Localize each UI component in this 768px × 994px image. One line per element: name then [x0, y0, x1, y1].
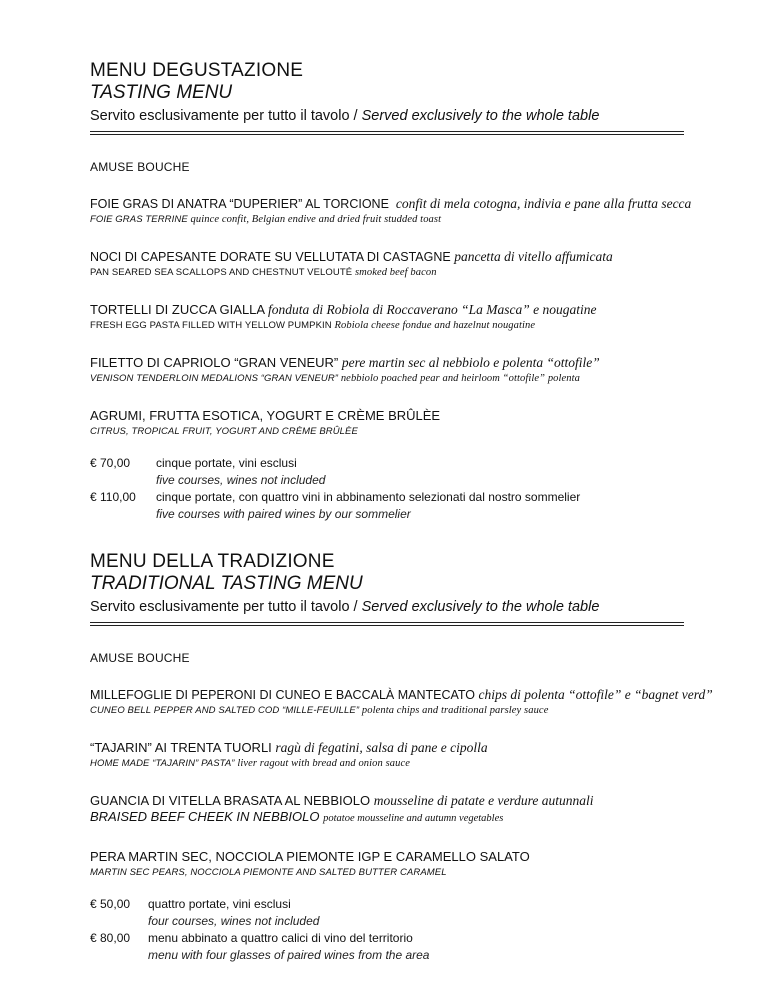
- section-subtitle: TASTING MENU: [90, 82, 233, 103]
- price-value: € 80,00: [90, 931, 131, 945]
- course-name-en: VENISON TENDERLOIN MEDALIONS “GRAN VENEUR”: [90, 373, 339, 384]
- course-detail-en: Robiola cheese fondue and hazelnut nougatine: [334, 320, 536, 331]
- price-list: [90, 455, 690, 523]
- course-detail: pancetta di vitello affumicata: [454, 249, 613, 264]
- served-note-en: Served exclusively to the whole table: [361, 599, 600, 615]
- course-item: [90, 849, 690, 880]
- course-item: [90, 196, 690, 227]
- course-name-en: HOME MADE “TAJARIN” PASTA”: [90, 758, 235, 769]
- course-detail-en: potatoe mousseline and autumn vegetables: [323, 813, 504, 824]
- course-name-en: FRESH EGG PASTA FILLED WITH YELLOW PUMPKIN: [90, 320, 332, 331]
- amuse-bouche: AMUSE BOUCHE: [90, 651, 190, 665]
- course-detail: chips di polenta “ottofile” e “bagnet verd”: [478, 687, 713, 702]
- price-desc-it: cinque portate, con quattro vini in abbinamento selezionati dal nostro sommelier: [156, 490, 581, 504]
- course-name: AGRUMI, FRUTTA ESOTICA, YOGURT E CRÈME BRÛLÈE: [90, 408, 441, 423]
- price-row: [90, 930, 690, 964]
- price-value: € 70,00: [90, 456, 131, 470]
- course-name-en: CUNEO BELL PEPPER AND SALTED COD “MILLE-FEUILLE”: [90, 705, 360, 716]
- course-name-en: PAN SEARED SEA SCALLOPS AND CHESTNUT VELOUTÉ: [90, 267, 353, 278]
- course-detail: confit di mela cotogna, indivia e pane alla frutta secca: [395, 196, 692, 211]
- section-title: MENU DEGUSTAZIONE: [90, 60, 304, 81]
- course-name-en: FOIE GRAS TERRINE: [90, 214, 188, 225]
- served-note-it: Servito esclusivamente per tutto il tavolo /: [90, 599, 362, 615]
- course-item: [90, 740, 690, 771]
- tasting-section: [90, 60, 690, 523]
- course-detail-en: smoked beef bacon: [354, 267, 437, 278]
- price-value: € 110,00: [90, 490, 136, 504]
- course-item: [90, 249, 690, 280]
- double-rule: [90, 622, 684, 626]
- amuse-bouche: AMUSE BOUCHE: [90, 160, 190, 174]
- course-name: MILLEFOGLIE DI PEPERONI DI CUNEO E BACCALÀ MANTECATO: [90, 688, 476, 702]
- served-note: [90, 597, 690, 617]
- course-name-en: BRAISED BEEF CHEEK IN NEBBIOLO: [90, 809, 320, 824]
- course-detail: mousseline di patate e verdure autunnali: [373, 793, 594, 808]
- course-name: NOCI DI CAPESANTE DORATE SU VELLUTATA DI CASTAGNE: [90, 250, 451, 264]
- course-detail-en: liver ragout with bread and onion sauce: [237, 758, 410, 769]
- course-name: FOIE GRAS DI ANATRA “DUPERIER” AL TORCIONE: [90, 197, 389, 211]
- course-name: FILETTO DI CAPRIOLO “GRAN VENEUR”: [90, 355, 339, 370]
- course-item: [90, 687, 713, 718]
- course-name: “TAJARIN” AI TRENTA TUORLI: [90, 740, 272, 755]
- course-name-en: CITRUS, TROPICAL FRUIT, YOGURT AND CRÈME BRÛLÈE: [90, 426, 358, 437]
- course-detail: pere martin sec al nebbiolo e polenta “ottofile”: [341, 355, 600, 370]
- price-desc-it: quattro portate, vini esclusi: [148, 897, 291, 911]
- course-item: [90, 355, 690, 386]
- course-item: [90, 793, 690, 827]
- course-name-en: MARTIN SEC PEARS, NOCCIOLA PIEMONTE AND SALTED BUTTER CARAMEL: [90, 867, 447, 878]
- price-list: [90, 896, 690, 964]
- course-detail: fonduta di Robiola di Roccaverano “La Masca” e nougatine: [267, 302, 597, 317]
- menu-page: [90, 60, 713, 964]
- price-desc-en: menu with four glasses of paired wines from the area: [148, 948, 430, 962]
- served-note-en: Served exclusively to the whole table: [361, 108, 600, 124]
- course-name: PERA MARTIN SEC, NOCCIOLA PIEMONTE IGP E CARAMELLO SALATO: [90, 849, 530, 864]
- course-name: GUANCIA DI VITELLA BRASATA AL NEBBIOLO: [90, 793, 371, 808]
- price-desc-en: five courses, wines not included: [156, 473, 326, 487]
- course-item: [90, 302, 690, 333]
- served-note: [90, 106, 690, 126]
- section-title: MENU DELLA TRADIZIONE: [90, 551, 335, 572]
- price-row: [90, 489, 690, 523]
- course-name: TORTELLI DI ZUCCA GIALLA: [90, 302, 265, 317]
- price-desc-en: five courses with paired wines by our sommelier: [156, 507, 411, 521]
- traditional-section: [90, 551, 713, 964]
- course-detail: ragù di fegatini, salsa di pane e cipolla: [275, 740, 488, 755]
- course-detail-en: polenta chips and traditional parsley sauce: [361, 705, 549, 716]
- section-subtitle: TRADITIONAL TASTING MENU: [90, 573, 363, 594]
- course-item: [90, 408, 690, 439]
- price-value: € 50,00: [90, 897, 131, 911]
- price-desc-it: cinque portate, vini esclusi: [156, 456, 297, 470]
- double-rule: [90, 131, 684, 135]
- price-desc-it: menu abbinato a quattro calici di vino del territorio: [148, 931, 413, 945]
- course-detail-en: quince confit, Belgian endive and dried fruit studded toast: [190, 214, 442, 225]
- served-note-it: Servito esclusivamente per tutto il tavolo /: [90, 108, 362, 124]
- price-desc-en: four courses, wines not included: [148, 914, 320, 928]
- price-row: [90, 455, 690, 489]
- course-detail-en: nebbiolo poached pear and heirloom “ottofile” polenta: [340, 373, 581, 384]
- price-row: [90, 896, 690, 930]
